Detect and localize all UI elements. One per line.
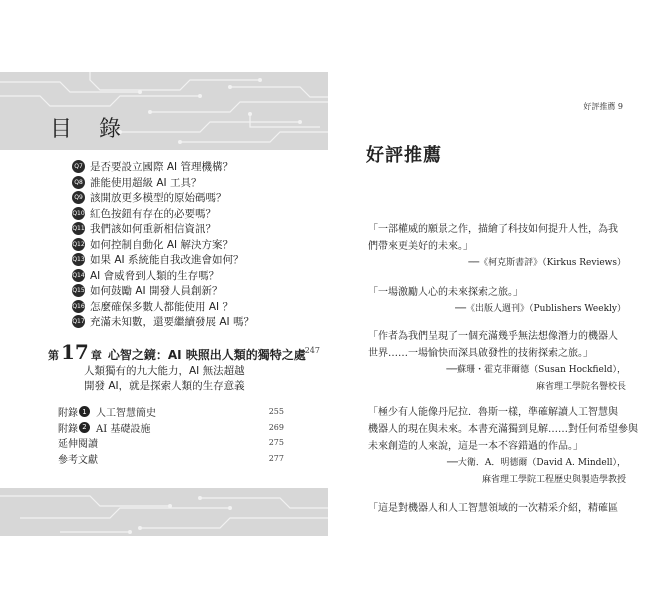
appendix-row xyxy=(58,435,284,451)
appendix-number-badge: 2 xyxy=(79,422,90,433)
appendix-title: AI 基礎設施 xyxy=(96,423,151,435)
chapter-number: 17 xyxy=(61,340,89,364)
appendix-page-number: 277 xyxy=(268,453,284,463)
appendix-number-badge: 1 xyxy=(79,406,90,417)
review-line: 「這是對機器人和人工智慧領域的一次精采介紹，精確區 xyxy=(368,503,618,514)
review-line: 「極少有人能像丹尼拉．魯斯一樣，準確解讀人工智慧與 xyxy=(368,407,618,418)
question-text: 如果 AI 系統能自我改進會如何？ xyxy=(90,254,244,267)
question-badge: Q13 xyxy=(72,253,85,266)
list-item xyxy=(72,283,312,299)
review-attribution: ──《柯克斯書評》（Kirkus Reviews） xyxy=(468,258,626,268)
footer-circuit-band xyxy=(0,488,328,536)
review-block xyxy=(368,500,626,517)
appendix-row xyxy=(58,404,284,420)
question-badge: Q10 xyxy=(72,207,85,220)
review-attribution-title: 麻省理工學院名譽校長 xyxy=(535,382,626,392)
question-text: 我們該如何重新相信資訊？ xyxy=(90,223,216,236)
review-attribution-title: 麻省理工學院工程歷史與製造學教授 xyxy=(481,475,626,485)
chapter-subtitle: 人類獨有的九大能力，AI 無法超越 xyxy=(84,365,245,377)
running-header: 好評推薦 9 xyxy=(583,102,623,111)
appendix-prefix: 附錄 xyxy=(58,423,78,435)
review-line: 們帶來更美好的未來。」 xyxy=(368,241,473,252)
right-page xyxy=(328,0,655,609)
appendix-prefix: 附錄 xyxy=(58,408,78,420)
list-item xyxy=(72,314,312,330)
review-attribution: ──蘇珊・霍克菲爾德（Susan Hockfield）， xyxy=(446,365,626,375)
list-item xyxy=(72,175,312,191)
review-attribution: ──大衛．A．明德爾（David A. Mindell）， xyxy=(447,458,626,468)
review-block xyxy=(368,404,638,489)
question-badge: Q9 xyxy=(72,191,85,204)
list-item xyxy=(72,237,312,253)
list-item xyxy=(72,159,312,175)
appendix-title: 人工智慧簡史 xyxy=(96,408,156,420)
list-item xyxy=(72,299,312,315)
question-text: 誰能使用超級 AI 工具？ xyxy=(90,176,202,189)
appendix-page-number: 255 xyxy=(268,407,284,417)
question-text: 如何控制自動化 AI 解決方案？ xyxy=(90,238,233,251)
question-text: 如何鼓勵 AI 開發人員創新？ xyxy=(90,285,223,298)
question-text: 怎麼確保多數人都能使用 AI ？ xyxy=(90,300,233,313)
question-badge: Q17 xyxy=(72,315,85,328)
list-item xyxy=(72,221,312,237)
question-badge: Q14 xyxy=(72,269,85,282)
appendix-page-number: 269 xyxy=(268,422,284,432)
chapter-heading xyxy=(48,340,306,364)
chapter-prefix: 第 xyxy=(48,349,59,362)
chapter-suffix: 章 xyxy=(90,349,102,362)
chapter-page-number: 247 xyxy=(304,346,320,355)
question-badge: Q16 xyxy=(72,300,85,313)
appendix-page-number: 275 xyxy=(268,438,284,448)
appendix-title: 參考文獻 xyxy=(58,454,98,466)
list-item xyxy=(72,190,312,206)
review-line: 機器人的現在與未來。本書充滿獨到見解……對任何希望參與 xyxy=(368,424,638,435)
review-line: 未來創造的人來說，這是一本不容錯過的作品。」 xyxy=(368,441,583,452)
question-text: 充滿未知數，還要繼續發展 AI 嗎？ xyxy=(90,316,254,329)
review-line: 世界……一場愉快而深具啟發性的技術探索之旅。」 xyxy=(368,348,593,359)
question-badge: Q15 xyxy=(72,284,85,297)
question-badge: Q7 xyxy=(72,160,85,173)
review-block xyxy=(368,284,626,318)
appendix-list xyxy=(58,404,284,466)
page-title: 好評推薦 xyxy=(366,145,442,166)
question-text: 是否要設立國際 AI 管理機構？ xyxy=(90,161,233,174)
question-list xyxy=(72,159,312,330)
appendix-row xyxy=(58,451,284,467)
question-badge: Q12 xyxy=(72,238,85,251)
list-item xyxy=(72,268,312,284)
review-block xyxy=(368,328,626,396)
list-item xyxy=(72,252,312,268)
question-badge: Q11 xyxy=(72,222,85,235)
question-text: 紅色按鈕有存在的必要嗎？ xyxy=(90,207,216,220)
question-text: 該開放更多模型的原始碼嗎？ xyxy=(90,192,227,205)
review-line: 「一場激勵人心的未來探索之旅。」 xyxy=(368,287,523,298)
chapter-subtitle: 開發 AI，就是探索人類的生存意義 xyxy=(84,380,245,392)
appendix-row xyxy=(58,420,284,436)
appendix-title: 延伸閱讀 xyxy=(58,439,98,451)
chapter-title: 心智之鏡：AI 映照出人類的獨特之處 xyxy=(107,348,306,362)
question-text: AI 會威脅到人類的生存嗎？ xyxy=(90,269,220,282)
list-item xyxy=(72,206,312,222)
review-line: 「作者為我們呈現了一個充滿幾乎無法想像潛力的機器人 xyxy=(368,331,618,342)
review-block xyxy=(368,221,626,272)
circuit-pattern xyxy=(0,488,328,536)
review-attribution: ──《出版人週刊》（Publishers Weekly） xyxy=(455,304,626,314)
question-badge: Q8 xyxy=(72,176,85,189)
review-line: 「一部權威的願景之作，描繪了科技如何提升人性，為我 xyxy=(368,224,618,235)
toc-title: 目 錄 xyxy=(50,117,131,142)
chapter-entry xyxy=(48,340,320,394)
